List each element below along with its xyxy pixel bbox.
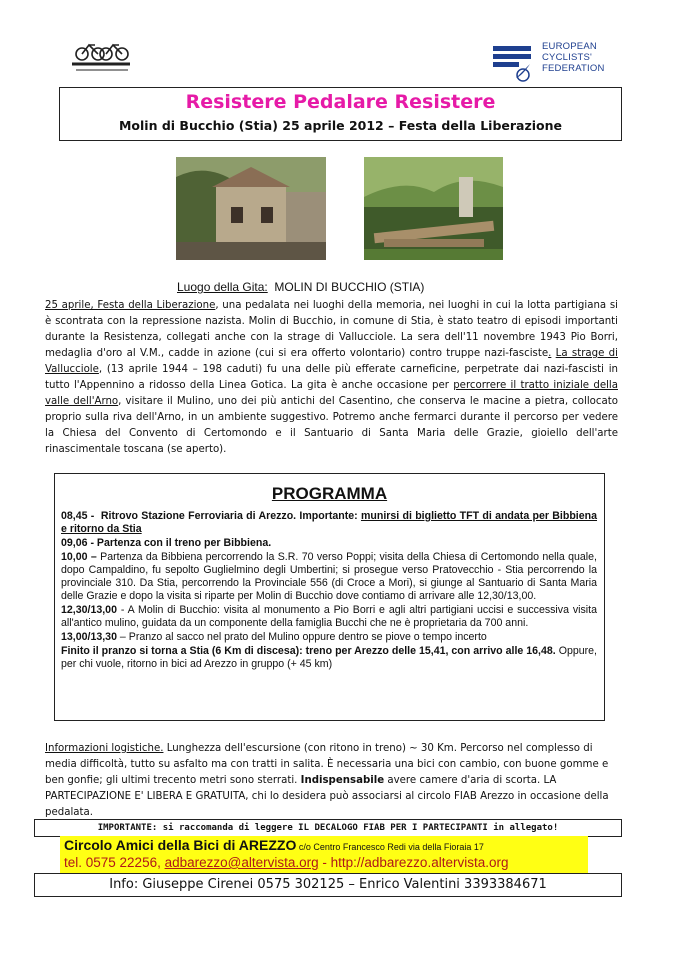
logistics-label: Informazioni logistiche. (45, 743, 164, 754)
program-row-5 (61, 631, 597, 644)
program-row-1-time: 08,45 - (61, 510, 95, 522)
title-box (59, 87, 622, 141)
program-row-5-text: – Pranzo al sacco nel prato del Mulino oppure dentro se piove o tempo incerto (116, 631, 487, 643)
monument-photo (364, 157, 503, 260)
efc-logo-icon (492, 42, 532, 84)
program-row-4-text: - A Molin di Bucchio: visita al monumento a Pio Borri e agli altri partigiani uccisi e successiva visita all'antico mulino, guidata da un componente della famiglia Bucchi che ne è proprietaria da 700 anni. (61, 604, 597, 629)
program-row-3-time: 10,00 – (61, 551, 97, 563)
club-email-link[interactable]: adbarezzo@altervista.org (164, 855, 319, 870)
efc-line-3: FEDERATION (542, 63, 605, 74)
club-phone: tel. 0575 22256, (64, 855, 165, 870)
program-row-2 (61, 537, 597, 550)
program-row-1-text: Ritrovo Stazione Ferroviaria di Arezzo. Importante: (100, 510, 361, 522)
program-row-6-bold: Finito il pranzo si torna a Stia (6 Km di discesa): treno per Arezzo delle 15,41, con arrivo alle 16,48. (61, 645, 556, 657)
intro-text-3: , visitare il Mulino, uno dei più antichi del Casentino, che conserva le macine a pietra, collocato proprio sulla riva dell'Arno, in un ambiente suggestivo. Potremo anche fermarci durante il percorso per vedere la Chiesa del Convento di Certomondo e il Santuario di Santa Maria delle Grazie, gioiello dell'arte rinascimentale toscana (se aperto). (45, 396, 618, 455)
intro-period: . (548, 348, 552, 359)
program-row-6 (61, 645, 597, 671)
fiab-logo (72, 40, 132, 74)
program-row-1-ticket: munirsi di biglietto TFT di andata per Bibbiena e ritorno da Stia (61, 510, 598, 535)
mill-photo (176, 157, 326, 260)
fiab-cyclists-logo-icon (72, 40, 132, 74)
program-row-4-time: 12,30/13,00 (61, 604, 117, 616)
trip-location-label: Luogo della Gita: (177, 280, 268, 294)
logistics-paragraph (45, 741, 618, 821)
logistics-text-1: Lunghezza dell'escursione (con ritono in treno) ~ 30 Km. Percorso nel complesso di media difficoltà, tutto su asfalto ma con tratti in salita. È necessaria una bici con cambio, con buone gomme e ben gonfie; gli ultimi trecento metri sono sterrati. (45, 743, 609, 786)
club-separator: - (318, 855, 331, 870)
important-notice: IMPORTANTE: si raccomanda di leggere IL DECALOGO FIAB PER I PARTECIPANTI in allegato! (34, 819, 622, 837)
program-title-text: PROGRAMMA (271, 484, 388, 503)
program-row-6-text: Oppure, per chi vuole, ritorno in bici ad Arezzo in gruppo (+ 45 km) (61, 645, 597, 670)
club-contacts (64, 855, 508, 870)
logistics-bold: Indispensabile (300, 775, 385, 786)
intro-paragraph (45, 298, 618, 458)
intro-text-2: , (13 aprile 1944 – 198 caduti) fu una delle più efferate carneficine, perpetrate dai nazi-fascisti in tutto l'Appennino a ridosso della Linea Gotica. La gita è anche occasione per (45, 364, 618, 391)
program-box (54, 473, 605, 721)
club-website-link[interactable]: http://adbarezzo.altervista.org (330, 855, 509, 870)
contact-info: Info: Giuseppe Cirenei 0575 302125 – Enrico Valentini 3393384671 (34, 873, 622, 897)
club-box (60, 836, 588, 874)
club-name: Circolo Amici della Bici di AREZZO (64, 837, 297, 853)
page-title: Resistere Pedalare Resistere (185, 91, 496, 113)
program-title (55, 484, 604, 504)
efc-text (542, 41, 605, 74)
intro-arno: percorrere il tratto iniziale della valle dell'Arno (45, 380, 618, 407)
intro-strage: La strage di Vallucciole (45, 348, 618, 375)
program-row-3 (61, 551, 597, 603)
intro-festa: 25 aprile, Festa della Liberazione (45, 300, 216, 311)
efc-line-2: CYCLISTS' (542, 52, 593, 63)
program-row-1 (61, 510, 597, 536)
intro-text-1: , una pedalata nei luoghi della memoria, nei luoghi in cui la lotta partigiana si è scontrata con la repressione nazista. Molin di Bucchio, in comune di Stia, è stato teatro di episodi importanti durante la Resistenza, collegati anche con la strage di Vallucciole. La sera dell'11 novembre 1943 Pio Borri, medaglia d'oro al V.M., cadde in azione (cui si era offerto volontario) contro truppe nazi-fasciste (45, 300, 618, 359)
trip-location-value: MOLIN DI BUCCHIO (STIA) (274, 280, 425, 294)
logistics-text-2: avere camere d'aria di scorta. LA PARTECIPAZIONE E' LIBERA E GRATUITA, chi lo desidera può associarsi al circolo FIAB Arezzo in occasione della pedalata. (45, 775, 609, 818)
program-row-2-text: 09,06 - Partenza con il treno per Bibbiena. (61, 537, 272, 549)
trip-location (177, 280, 424, 294)
program-row-5-time: 13,00/13,30 (61, 631, 117, 643)
program-body (61, 510, 597, 672)
efc-line-1: EUROPEAN (542, 41, 597, 52)
club-name-line (64, 837, 484, 853)
program-row-3-text: Partenza da Bibbiena percorrendo la S.R. 70 verso Poppi; visita della Chiesa di Certomondo nella quale, dopo Campaldino, fu sepolto Guglielmino degli Umbertini; si prosegue verso Pratovecchio - Stia percorrendo la provinciale 310. Da Stia, percorrendo la Provinciale 556 (di Croce a Mori), si giunge al Santuario di Santa Maria delle Grazie e dopo la visita si riparte per Molin di Bucchio dove contiamo di arrivare alle 12,30/13,00. (61, 551, 597, 602)
page-subtitle: Molin di Bucchio (Stia) 25 aprile 2012 – Festa della Liberazione (118, 118, 562, 133)
club-address: c/o Centro Francesco Redi via della Fioraia 17 (296, 842, 484, 852)
program-row-4 (61, 604, 597, 630)
